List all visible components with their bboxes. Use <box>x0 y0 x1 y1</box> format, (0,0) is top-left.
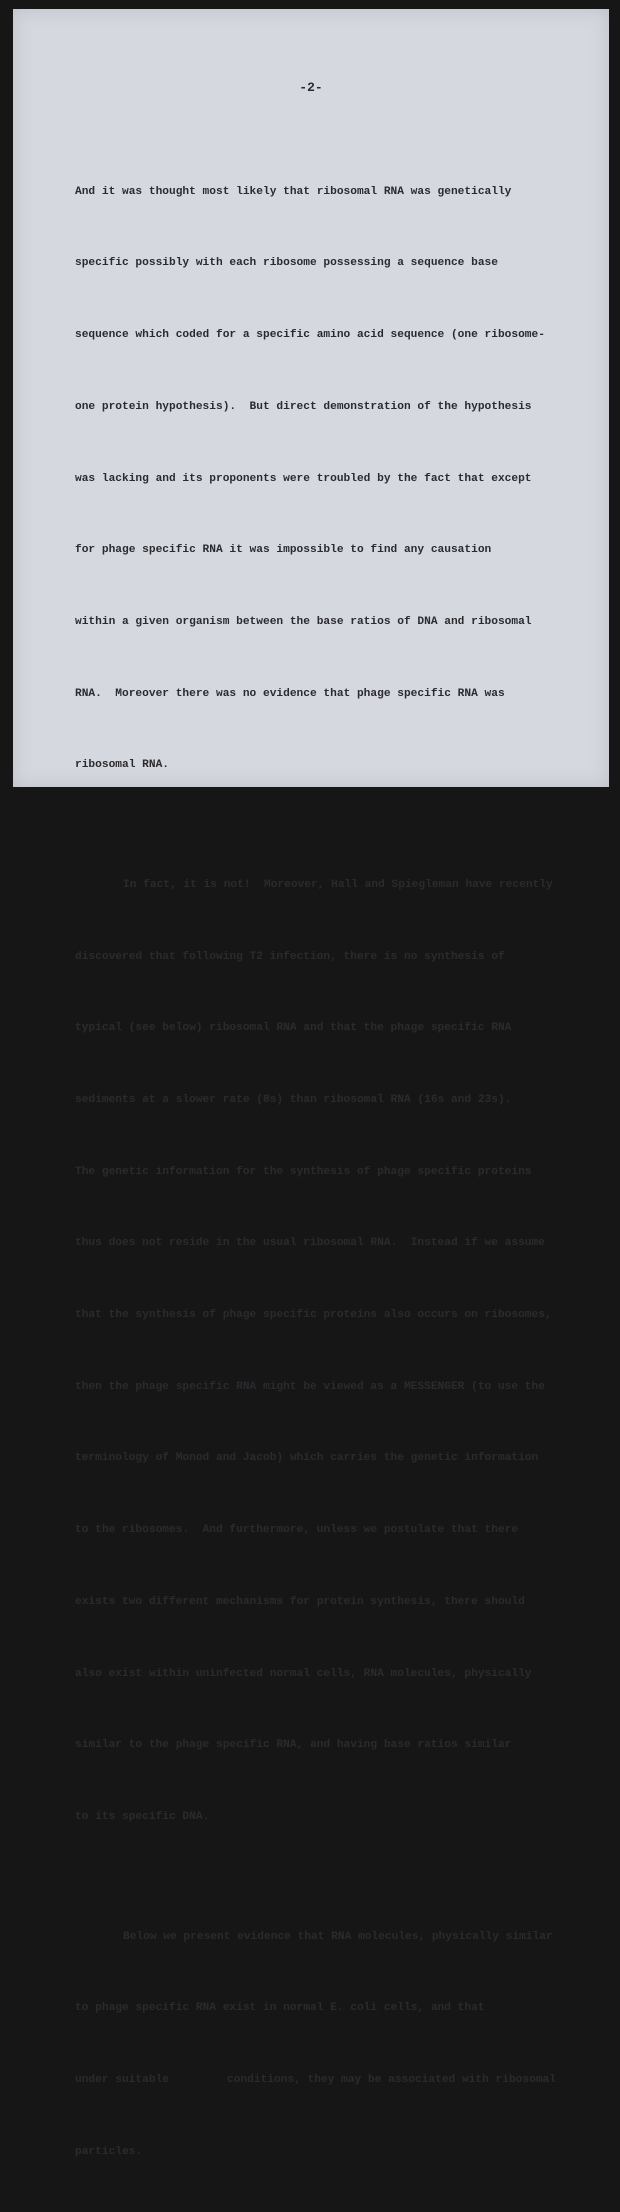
text-line: one protein hypothesis). But direct demonstration of the hypothesis <box>75 400 532 413</box>
text-line: that the synthesis of phage specific proteins also occurs on ribosomes, <box>75 1309 552 1322</box>
text-line: terminology of Monod and Jacob) which carries the genetic information <box>75 1452 539 1465</box>
typed-page <box>13 9 609 2158</box>
text-line: discovered that following T2 infection, there is no synthesis of <box>75 950 505 963</box>
text-line: to phage specific RNA exist in normal E. coli cells, and that <box>75 2002 485 2015</box>
text-line: Below we present evidence that RNA molecules, physically similar <box>123 1930 553 1943</box>
text-line: sediments at a slower rate (8s) than ribosomal RNA (16s and 23s). <box>75 1093 512 1106</box>
text-line-with-gap <box>75 2069 595 2093</box>
text-line: exists two different mechanisms for protein synthesis, there should <box>75 1595 525 1608</box>
text-line: specific possibly with each ribosome possessing a sequence base <box>75 257 498 270</box>
text-line: similar to the phage specific RNA, and having base ratios similar <box>75 1739 512 1752</box>
text-line: for phage specific RNA it was impossible to find any causation <box>75 544 492 557</box>
text-line: within a given organism between the base ratios of DNA and ribosomal <box>75 615 532 628</box>
text-line: also exist within uninfected normal cells, RNA molecules, physically <box>75 1667 532 1680</box>
text-line: The genetic information for the synthesis of phage specific proteins <box>75 1165 532 1178</box>
body-text <box>75 109 595 2212</box>
text-line: ribosomal RNA. <box>75 759 169 772</box>
page-number: -2- <box>299 80 323 95</box>
text-line: thus does not reside in the usual ribosomal RNA. Instead if we assume <box>75 1237 545 1250</box>
text-line-end: conditions, they may be associated with ribosomal <box>227 2073 556 2086</box>
text-line: to the ribosomes. And furthermore, unless we postulate that there <box>75 1524 519 1537</box>
text-line: sequence which coded for a specific amino acid sequence (one ribosome- <box>75 329 545 342</box>
text-line: to its specific DNA. <box>75 1811 210 1823</box>
text-line: And it was thought most likely that ribosomal RNA was genetically <box>75 185 512 198</box>
text-line: was lacking and its proponents were troubled by the fact that except <box>75 472 532 485</box>
text-line: particles. <box>75 2145 143 2158</box>
text-line: typical (see below) ribosomal RNA and that the phage specific RNA <box>75 1022 512 1035</box>
text-line-start: under suitable <box>75 2073 169 2086</box>
text-line: In fact, it is not! Moreover, Hall and Spiegleman have recently <box>123 878 553 891</box>
text-line: then the phage specific RNA might be viewed as a MESSENGER (to use the <box>75 1380 545 1393</box>
text-line: RNA. Moreover there was no evidence that phage specific RNA was <box>75 687 505 700</box>
